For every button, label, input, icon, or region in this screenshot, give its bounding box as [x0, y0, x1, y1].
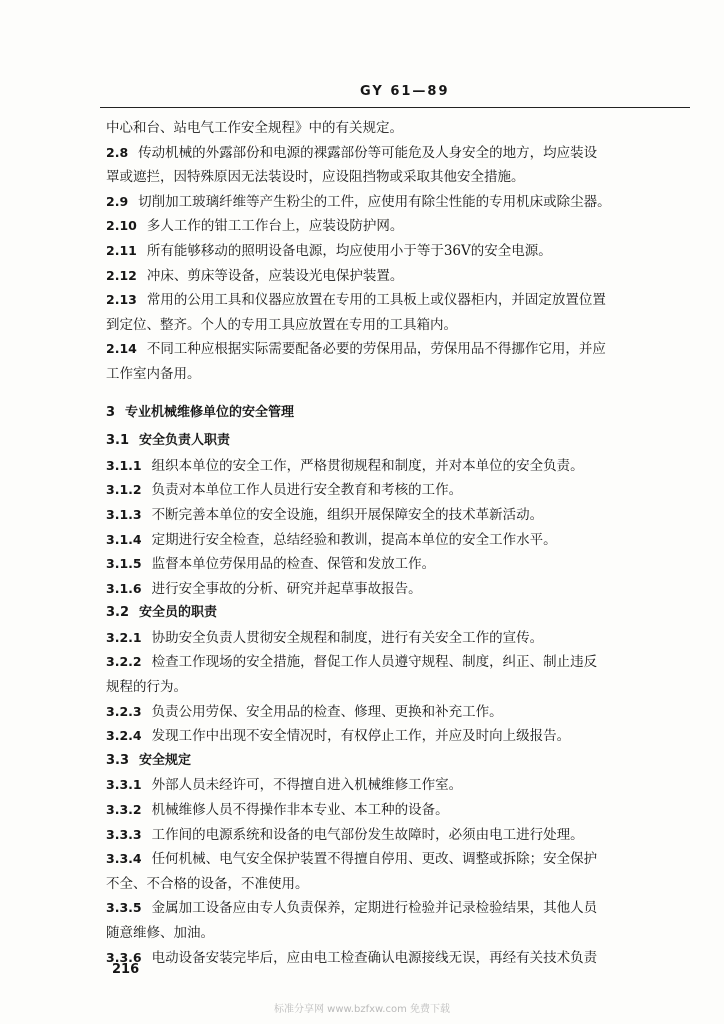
clause-number: 3.2.4 — [106, 728, 142, 744]
clause-line — [106, 165, 686, 190]
clause-text: 进行安全事故的分析、研究并起草事故报告。 — [151, 580, 422, 597]
clause-number: 3.1.6 — [106, 580, 142, 596]
clause-text: 安全负责人职责 — [139, 433, 231, 449]
clause-text: 工作间的电源系统和设备的电气部份发生故障时，必须由电工进行处理。 — [151, 826, 584, 843]
clause-text: 不断完善本单位的安全设施，组织开展保障安全的技术革新活动。 — [151, 506, 544, 523]
clause-text: 电动设备安装完毕后，应由电工检查确认电源接线无误，再经有关技术负责 — [151, 949, 598, 966]
clause-line — [106, 896, 686, 921]
clause-text: 传动机械的外露部份和电源的裸露部份等可能危及人身安全的地方，均应装设 — [138, 144, 598, 161]
clause-line — [106, 288, 686, 313]
clause-line — [106, 337, 686, 362]
clause-number: 2.11 — [106, 242, 137, 258]
clause-text: 到定位、整齐。个人的专用工具应放置在专用的工具箱内。 — [106, 316, 457, 333]
clause-number: 3.1.5 — [106, 556, 142, 572]
clause-text: 协助安全负责人贯彻安全规程和制度，进行有关安全工作的宣传。 — [151, 629, 544, 646]
clause-text: 安全员的职责 — [139, 605, 218, 621]
clause-number: 3.3.1 — [106, 777, 142, 793]
clause-text: 罩或遮拦，因特殊原因无法装设时，应设阻挡物或采取其他安全措施。 — [106, 169, 525, 186]
clause-line — [106, 626, 686, 651]
section-heading — [106, 601, 686, 626]
clause-text: 切削加工玻璃纤维等产生粉尘的工件，应使用有除尘性能的专用机床或除尘器。 — [138, 193, 611, 210]
clause-line — [106, 362, 686, 387]
clause-line — [106, 675, 686, 700]
clause-text: 中心和台、站电气工作安全规程》中的有关规定。 — [106, 120, 403, 136]
clause-text: 规程的行为。 — [106, 679, 187, 696]
clause-text: 机械维修人员不得操作非本专业、本工种的设备。 — [151, 802, 449, 819]
clause-line — [106, 116, 686, 141]
header-rule — [100, 107, 690, 108]
section-heading — [106, 749, 686, 774]
clause-line — [106, 478, 686, 503]
clause-text: 检查工作现场的安全措施，督促工作人员遵守规程、制度，纠正、制止违反 — [151, 654, 598, 671]
clause-text: 工作室内备用。 — [106, 365, 201, 382]
document-body — [106, 116, 686, 970]
clause-line — [106, 190, 686, 215]
clause-number: 3.3 — [106, 752, 130, 768]
clause-text: 定期进行安全检查，总结经验和教训，提高本单位的安全工作水平。 — [151, 531, 557, 548]
clause-line — [106, 798, 686, 823]
spacer — [106, 387, 686, 401]
clause-number: 3.2 — [106, 605, 130, 621]
clause-text: 常用的公用工具和仪器应放置在专用的工具板上或仪器柜内，并固定放置位置 — [146, 292, 606, 309]
clause-number: 2.9 — [106, 193, 129, 209]
clause-line — [106, 872, 686, 897]
clause-line — [106, 773, 686, 798]
clause-line — [106, 577, 686, 602]
clause-number: 3.1.1 — [106, 457, 142, 473]
clause-number: 3.3.5 — [106, 900, 142, 916]
clause-line — [106, 454, 686, 479]
clause-line — [106, 700, 686, 725]
clause-number: 3.3.2 — [106, 802, 142, 818]
page-number: 216 — [112, 962, 140, 977]
clause-text: 发现工作中出现不安全情况时，有权停止工作，并应及时向上级报告。 — [151, 728, 571, 745]
clause-number: 3.1 — [106, 433, 130, 449]
clause-line — [106, 503, 686, 528]
section-heading — [106, 401, 686, 426]
clause-number: 2.8 — [106, 144, 129, 160]
clause-text: 所有能够移动的照明设备电源，均应使用小于等于36V的安全电源。 — [146, 242, 552, 259]
clause-text: 不全、不合格的设备，不准使用。 — [106, 875, 309, 892]
clause-line — [106, 921, 686, 946]
clause-text: 监督本单位劳保用品的检查、保管和发放工作。 — [151, 556, 436, 573]
clause-line — [106, 141, 686, 166]
clause-text: 负责公用劳保、安全用品的检查、修理、更换和补充工作。 — [151, 703, 503, 720]
clause-line — [106, 239, 686, 264]
clause-text: 负责对本单位工作人员进行安全教育和考核的工作。 — [151, 482, 463, 499]
clause-number: 2.13 — [106, 292, 137, 308]
clause-line — [106, 724, 686, 749]
clause-text: 安全规定 — [139, 752, 192, 768]
clause-line — [106, 528, 686, 553]
clause-number: 3.2.1 — [106, 629, 142, 645]
clause-number: 3.2.3 — [106, 703, 142, 719]
clause-number: 3.2.2 — [106, 654, 142, 670]
clause-number: 2.14 — [106, 341, 137, 357]
clause-text: 金属加工设备应由专人负责保养，定期进行检验并记录检验结果，其他人员 — [151, 900, 598, 917]
clause-line — [106, 946, 686, 971]
clause-line — [106, 264, 686, 289]
clause-text: 冲床、剪床等设备，应装设光电保护装置。 — [146, 267, 404, 284]
clause-number: 3.1.4 — [106, 531, 142, 547]
clause-number: 3 — [106, 404, 116, 420]
clause-number: 3.3.4 — [106, 851, 142, 867]
clause-number: 3.3.6 — [106, 949, 142, 965]
clause-number: 3.1.3 — [106, 506, 142, 522]
clause-line — [106, 847, 686, 872]
section-heading — [106, 429, 686, 454]
clause-text: 外部人员未经许可，不得擅自进入机械维修工作室。 — [151, 777, 463, 794]
footer-watermark: 标准分享网 www.bzfxw.com 免费下载 — [274, 1004, 450, 1015]
clause-text: 专业机械维修单位的安全管理 — [125, 404, 295, 420]
clause-number: 2.12 — [106, 267, 137, 283]
clause-line — [106, 214, 686, 239]
clause-line — [106, 823, 686, 848]
clause-text: 随意维修、加油。 — [106, 925, 214, 941]
clause-line — [106, 313, 686, 338]
clause-text: 组织本单位的安全工作，严格贯彻规程和制度，并对本单位的安全负责。 — [151, 457, 584, 474]
clause-text: 不同工种应根据实际需要配备必要的劳保用品，劳保用品不得挪作它用，并应 — [146, 341, 606, 358]
clause-number: 3.1.2 — [106, 482, 142, 498]
clause-text: 多人工作的钳工工作台上，应装设防护网。 — [146, 218, 404, 235]
clause-number: 3.3.3 — [106, 826, 142, 842]
clause-text: 任何机械、电气安全保护装置不得擅自停用、更改、调整或拆除；安全保护 — [151, 851, 598, 868]
clause-number: 2.10 — [106, 218, 137, 234]
clause-line — [106, 552, 686, 577]
clause-line — [106, 650, 686, 675]
standard-code: GY 61—89 — [360, 84, 450, 99]
